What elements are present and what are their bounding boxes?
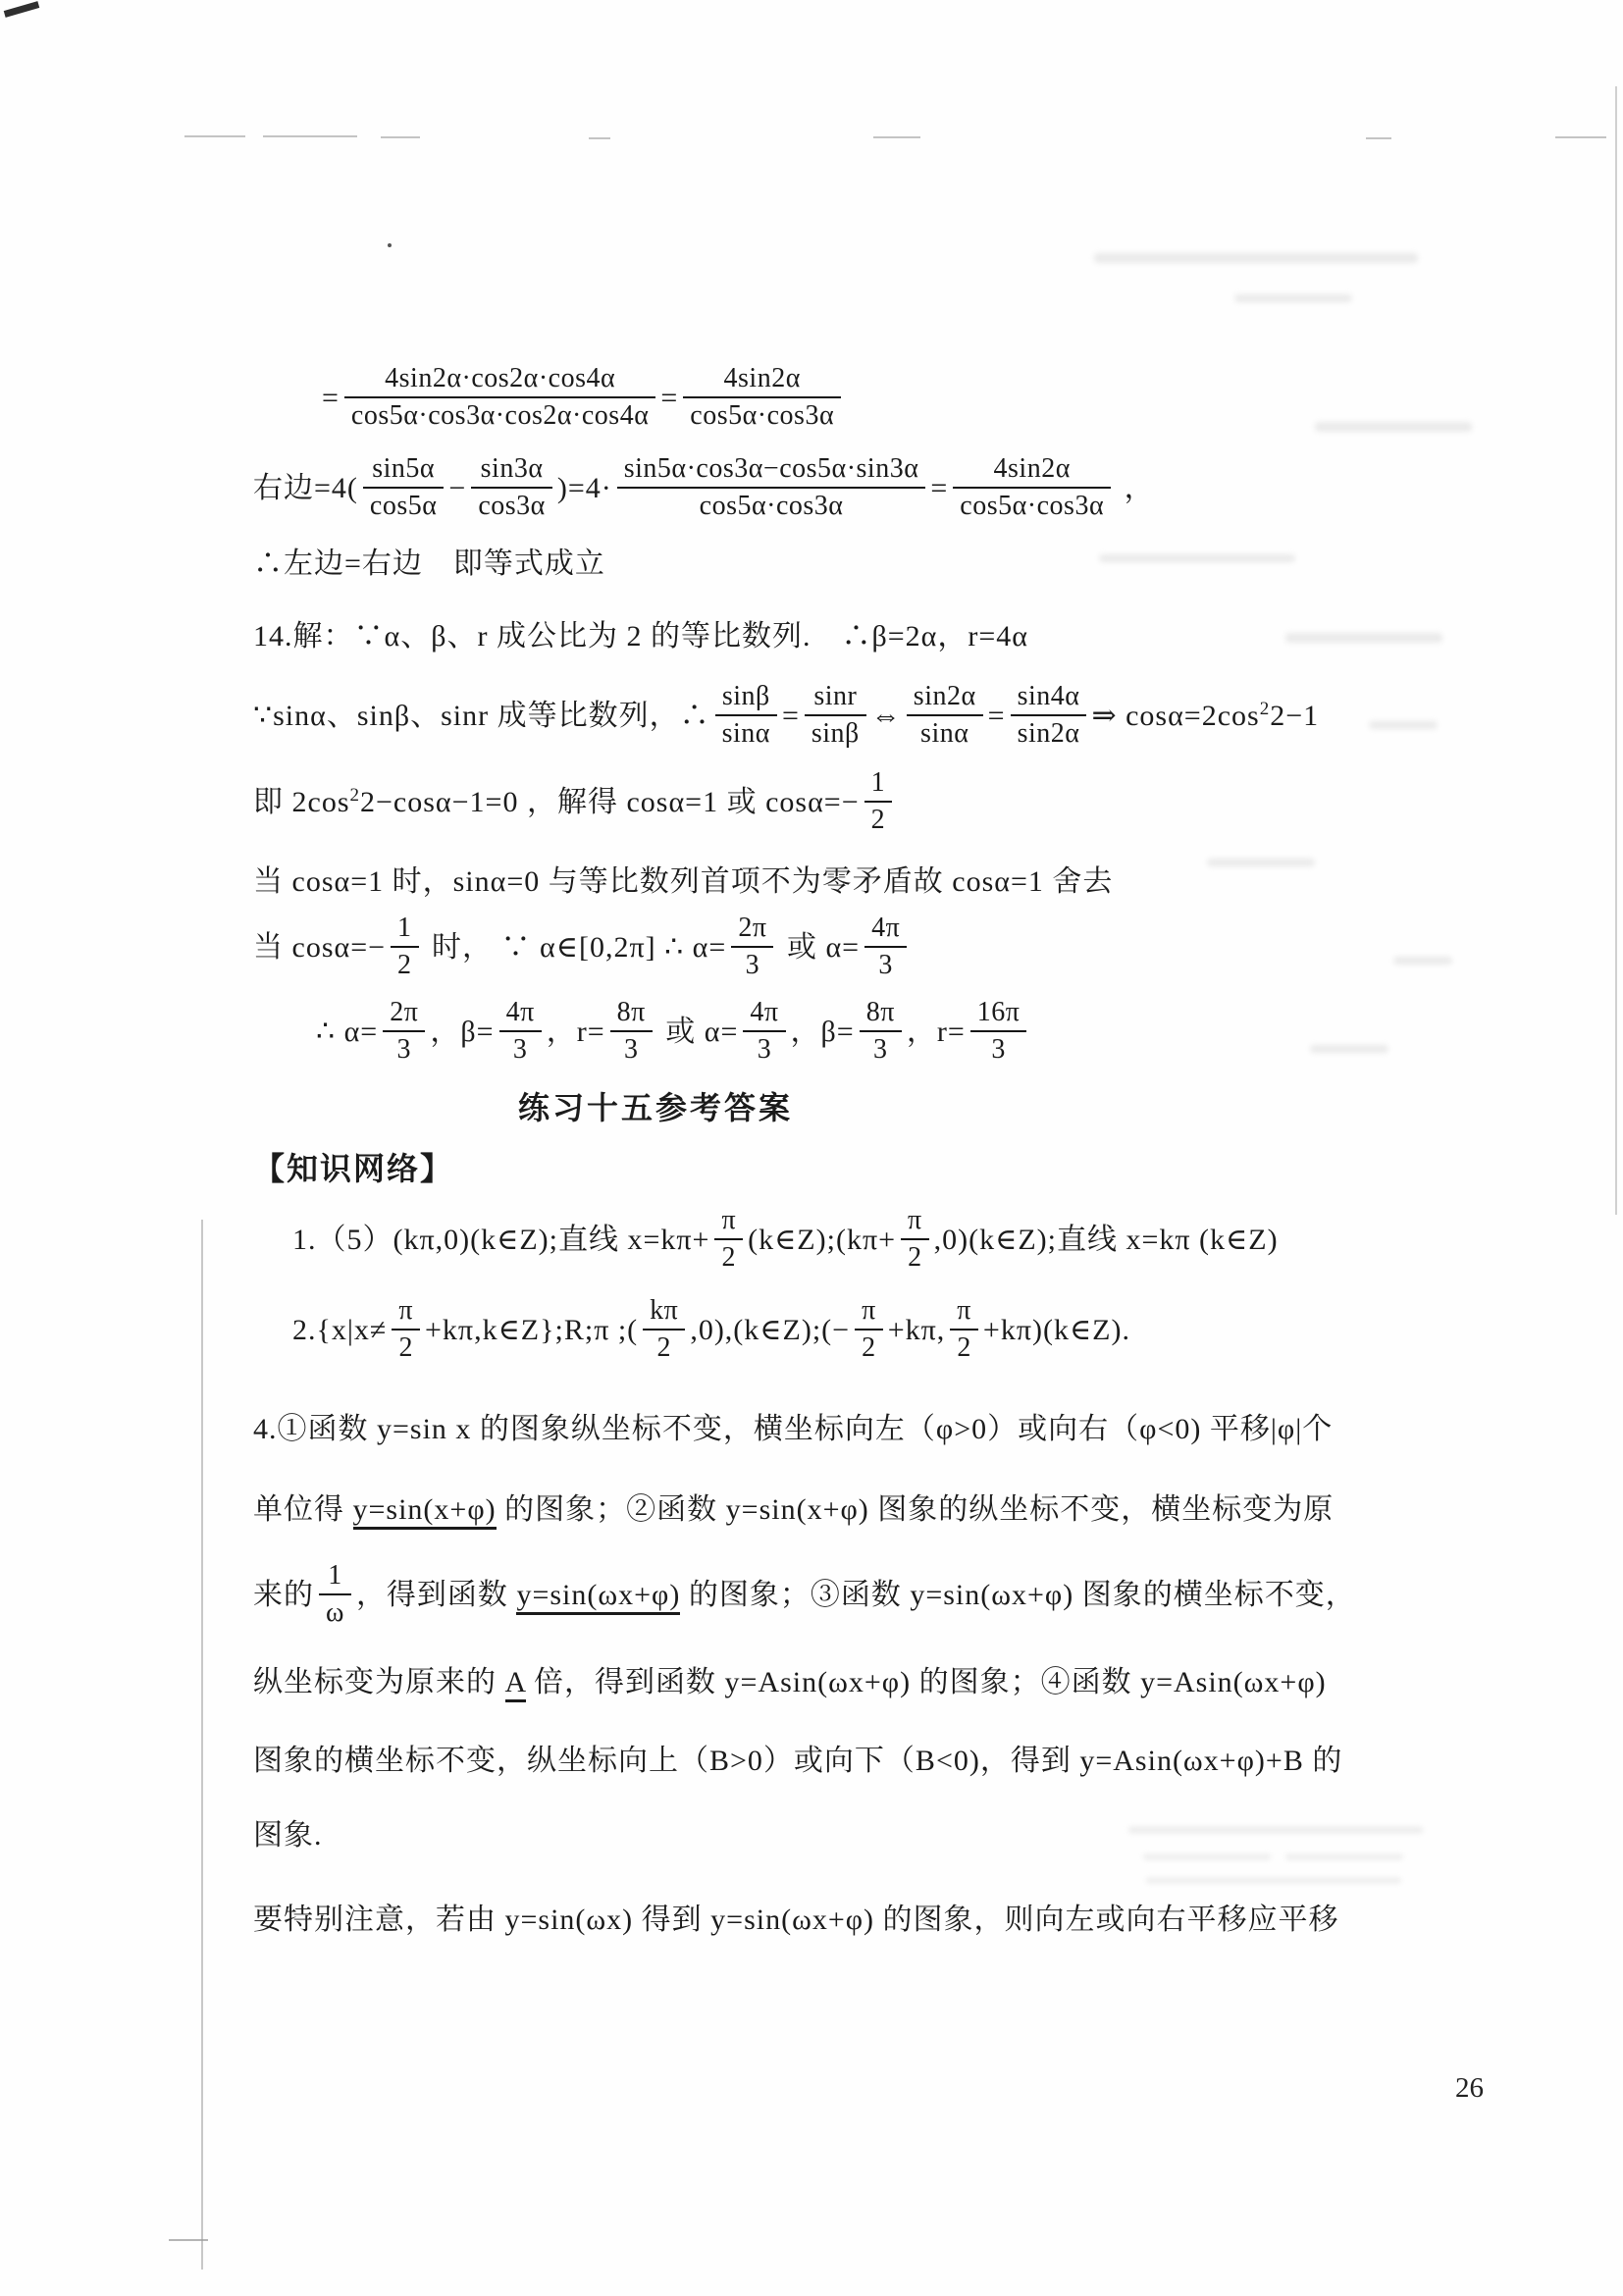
text-run: ，r= (906, 1015, 966, 1048)
text-run: 单位得 (253, 1493, 353, 1526)
text-run: ∵sinα、sinβ、sinr 成等比数列，∴ (253, 699, 710, 732)
fraction-denominator: 2 (398, 1332, 413, 1363)
underlined-formula: y=sin(x+φ) (353, 1493, 497, 1530)
fraction (901, 1204, 929, 1275)
ans4-line2 (253, 1487, 1384, 1533)
text-run: 练习十五参考答案 (517, 1090, 793, 1125)
fraction-numerator: 4π (864, 912, 907, 948)
fraction-numerator: sin5α (363, 452, 445, 489)
text-run: = (987, 699, 1006, 732)
sol14-reject-case (253, 860, 1384, 905)
text-run: (k∈Z);(kπ+ (748, 1223, 897, 1256)
fraction-numerator: 16π (970, 996, 1027, 1032)
text-run: +kπ,k∈Z};R;π ;( (425, 1313, 639, 1346)
fraction-denominator: cos3α (478, 491, 546, 521)
text-run: 2−1 (1270, 699, 1320, 732)
ans4-note (253, 1898, 1384, 1943)
fraction (970, 996, 1027, 1067)
fraction (860, 996, 902, 1067)
scan-artifact (873, 136, 920, 138)
fraction-denominator: sinα (920, 718, 969, 749)
fraction (471, 452, 552, 523)
text-run: = (322, 381, 340, 414)
fraction-numerator: 4π (743, 996, 785, 1032)
fraction-numerator: sin2α (907, 680, 983, 716)
text-run: ，β= (790, 1015, 855, 1048)
fraction-numerator: sin5α·cos3α−cos5α·sin3α (617, 452, 926, 489)
text-run: 纵坐标变为原来的 (253, 1666, 505, 1698)
fraction (683, 362, 841, 433)
text-run: 的图象；②函数 y=sin(x+φ) 图象的纵坐标不变，横坐标变为原 (496, 1493, 1335, 1526)
scan-smudge (1094, 253, 1418, 263)
superscript: 2 (1259, 698, 1271, 719)
fraction-numerator: 2π (731, 912, 773, 948)
fraction (344, 362, 655, 433)
sol14-alpha-values (253, 914, 1384, 985)
text-run: 2−cosα−1=0 ，解得 cosα=1 或 cosα=− (360, 785, 860, 818)
fraction-denominator: ω (326, 1597, 344, 1628)
fraction-numerator: π (714, 1204, 743, 1240)
fraction-denominator: 3 (757, 1034, 772, 1065)
fraction (1011, 680, 1087, 751)
fraction-numerator: π (901, 1204, 929, 1240)
ans4-line6 (253, 1813, 1384, 1858)
fraction (864, 766, 893, 837)
text-run: ∴ α= (316, 1015, 379, 1048)
fraction-denominator: cos5α·cos3α (690, 400, 835, 431)
answers-title (253, 1085, 1058, 1130)
scan-artifact (201, 1220, 203, 2270)
fraction-numerator: π (950, 1294, 978, 1331)
fraction-denominator: 2 (721, 1242, 737, 1273)
scan-artifact (1615, 86, 1617, 1215)
fraction (383, 996, 425, 1067)
fraction-denominator: cos5α (369, 491, 438, 521)
fraction (392, 1294, 420, 1365)
fraction-numerator: sin3α (471, 452, 552, 489)
fraction-numerator: 1 (319, 1559, 351, 1595)
fraction (610, 996, 653, 1067)
fraction (617, 452, 926, 523)
fraction-denominator: sin2α (1017, 718, 1080, 749)
text-run: ∴左边=右边 即等式成立 (253, 548, 605, 580)
underlined-formula: y=sin(ωx+φ) (516, 1579, 680, 1615)
scan-artifact (1555, 136, 1606, 138)
fraction-numerator: 4π (499, 996, 542, 1032)
sol14-ratio-chain (253, 683, 1384, 754)
text-run: = (660, 381, 679, 414)
conclusion-identity (253, 542, 1384, 587)
text-run: ⇔ (870, 699, 902, 732)
fraction (953, 452, 1111, 523)
text-run: 2.{x|x≠ (292, 1313, 388, 1346)
scan-artifact (263, 135, 357, 137)
text-run: ，β= (430, 1015, 495, 1048)
fraction (855, 1294, 883, 1365)
text-run: 或 α= (778, 930, 861, 964)
fraction (715, 680, 777, 751)
text-run: +kπ)(k∈Z). (982, 1313, 1130, 1346)
ans1 (253, 1207, 1384, 1278)
fraction-numerator: 2π (383, 996, 425, 1032)
scan-artifact (4, 1, 40, 18)
text-run: 的图象；③函数 y=sin(ωx+φ) 图象的横坐标不变， (680, 1578, 1356, 1611)
text-run: )=4· (556, 471, 612, 504)
text-run: 右边=4( (253, 471, 358, 504)
text-run: 图象. (253, 1819, 323, 1852)
text-run: ，得到函数 (355, 1578, 517, 1611)
fraction-numerator: sinβ (715, 680, 777, 716)
sol14-quadratic (253, 769, 1384, 840)
eq-rhs-expand (253, 455, 1384, 526)
text-run: 或 α= (656, 1015, 739, 1048)
fraction-denominator: 3 (623, 1034, 639, 1065)
text-run: ,0)(k∈Z);直线 x=kπ (k∈Z) (933, 1223, 1279, 1256)
fraction-numerator: sinr (805, 680, 866, 716)
fraction-denominator: 2 (908, 1242, 922, 1273)
scan-artifact (589, 137, 610, 139)
fraction (363, 452, 445, 523)
text-run: 来的 (253, 1578, 314, 1611)
ans4-line3 (253, 1562, 1384, 1633)
fraction-denominator: 3 (873, 1034, 888, 1065)
page-number: 26 (1455, 2072, 1484, 2104)
text-run: 时， ∵ α∈[0,2π] ∴ α= (423, 930, 727, 964)
text-run: ， (1116, 471, 1155, 504)
fraction-numerator: π (855, 1294, 883, 1331)
fraction-denominator: 3 (878, 950, 893, 980)
superscript: 2 (349, 784, 360, 806)
fraction-numerator: 4sin2α (683, 362, 841, 398)
fraction (731, 912, 773, 982)
text-run: 即 2cos (253, 785, 350, 818)
fraction-numerator: kπ (643, 1294, 685, 1331)
underlined-formula: A (505, 1666, 526, 1702)
fraction-denominator: cos5α·cos3α·cos2α·cos4α (350, 400, 650, 431)
text-run: 要特别注意，若由 y=sin(ωx) 得到 y=sin(ωx+φ) 的图象，则向左或向右平移应平移 (253, 1904, 1339, 1936)
text-run: ,0),(k∈Z);(− (690, 1313, 851, 1346)
sol14-given (253, 614, 1384, 659)
text-run: 当 cosα=1 时，sinα=0 与等比数列首项不为零矛盾故 cosα=1 舍去 (253, 865, 1114, 898)
fraction-denominator: 3 (745, 950, 760, 980)
fraction-numerator: 4sin2α·cos2α·cos4α (344, 362, 655, 398)
ans2 (253, 1297, 1384, 1368)
fraction-numerator: 8π (610, 996, 653, 1032)
fraction (391, 912, 419, 982)
fraction (864, 912, 907, 982)
fraction-numerator: 1 (391, 912, 419, 948)
scan-artifact (184, 135, 245, 137)
text-run: 当 cosα=− (253, 930, 387, 964)
ans4-line5 (253, 1739, 1384, 1784)
fraction-denominator: 3 (991, 1034, 1006, 1065)
fraction-denominator: 3 (396, 1034, 412, 1065)
text-run: 倍，得到函数 y=Asin(ωx+φ) 的图象；④函数 y=Asin(ωx+φ) (525, 1666, 1327, 1698)
fraction-denominator: cos5α·cos3α (699, 491, 844, 521)
knowledge-network-header (253, 1146, 1384, 1191)
fraction-denominator: 3 (512, 1034, 528, 1065)
text-run: 图象的横坐标不变，纵坐标向上（B>0）或向下（B<0)，得到 y=Asin(ωx+φ)+B 的 (253, 1745, 1343, 1777)
document-lines (253, 365, 1384, 1943)
fraction-numerator: 8π (860, 996, 902, 1032)
fraction (714, 1204, 743, 1275)
fraction-numerator: 4sin2α (953, 452, 1111, 489)
fraction-numerator: 1 (864, 766, 893, 803)
fraction-denominator: 2 (957, 1332, 971, 1363)
fraction-denominator: sinβ (811, 718, 860, 749)
fraction (499, 996, 542, 1067)
text-run: 1.（5）(kπ,0)(k∈Z);直线 x=kπ+ (292, 1223, 710, 1256)
fraction (643, 1294, 685, 1365)
fraction-numerator: sin4α (1011, 680, 1087, 716)
fraction-denominator: 2 (656, 1332, 671, 1363)
text-run: 4.①函数 y=sin x 的图象纵坐标不变，横坐标向左（φ>0）或向右（φ<0) 平移|φ|个 (253, 1413, 1334, 1445)
eq-lhs-simplify (253, 365, 1384, 436)
scan-artifact (1366, 137, 1391, 139)
fraction-denominator: sinα (721, 718, 770, 749)
fraction-denominator: 2 (397, 950, 412, 980)
fraction-numerator: π (392, 1294, 420, 1331)
fraction-denominator: 2 (870, 805, 886, 835)
fraction (950, 1294, 978, 1365)
fraction-denominator: 2 (862, 1332, 876, 1363)
scan-artifact (381, 136, 420, 138)
text-run: = (930, 471, 949, 504)
fraction (805, 680, 866, 751)
text-run: − (448, 471, 467, 504)
text-run: 【知识网络】 (253, 1151, 454, 1186)
text-run: ⇒ cosα=2cos (1091, 699, 1260, 732)
text-run: 14.解：∵α、β、r 成公比为 2 的等比数列. ∴β=2α，r=4α (253, 620, 1028, 652)
fraction (319, 1559, 351, 1630)
text-run: = (781, 699, 800, 732)
fraction-denominator: cos5α·cos3α (960, 491, 1105, 521)
fraction (743, 996, 785, 1067)
scan-artifact (388, 243, 392, 247)
sol14-final-answers (253, 999, 1384, 1070)
ans4-line1 (253, 1407, 1384, 1452)
scan-smudge (1234, 294, 1352, 302)
text-run: ，r= (546, 1015, 605, 1048)
ans4-line4 (253, 1660, 1384, 1705)
fraction (907, 680, 983, 751)
text-run: +kπ, (887, 1313, 946, 1346)
scan-smudge (1393, 957, 1452, 965)
